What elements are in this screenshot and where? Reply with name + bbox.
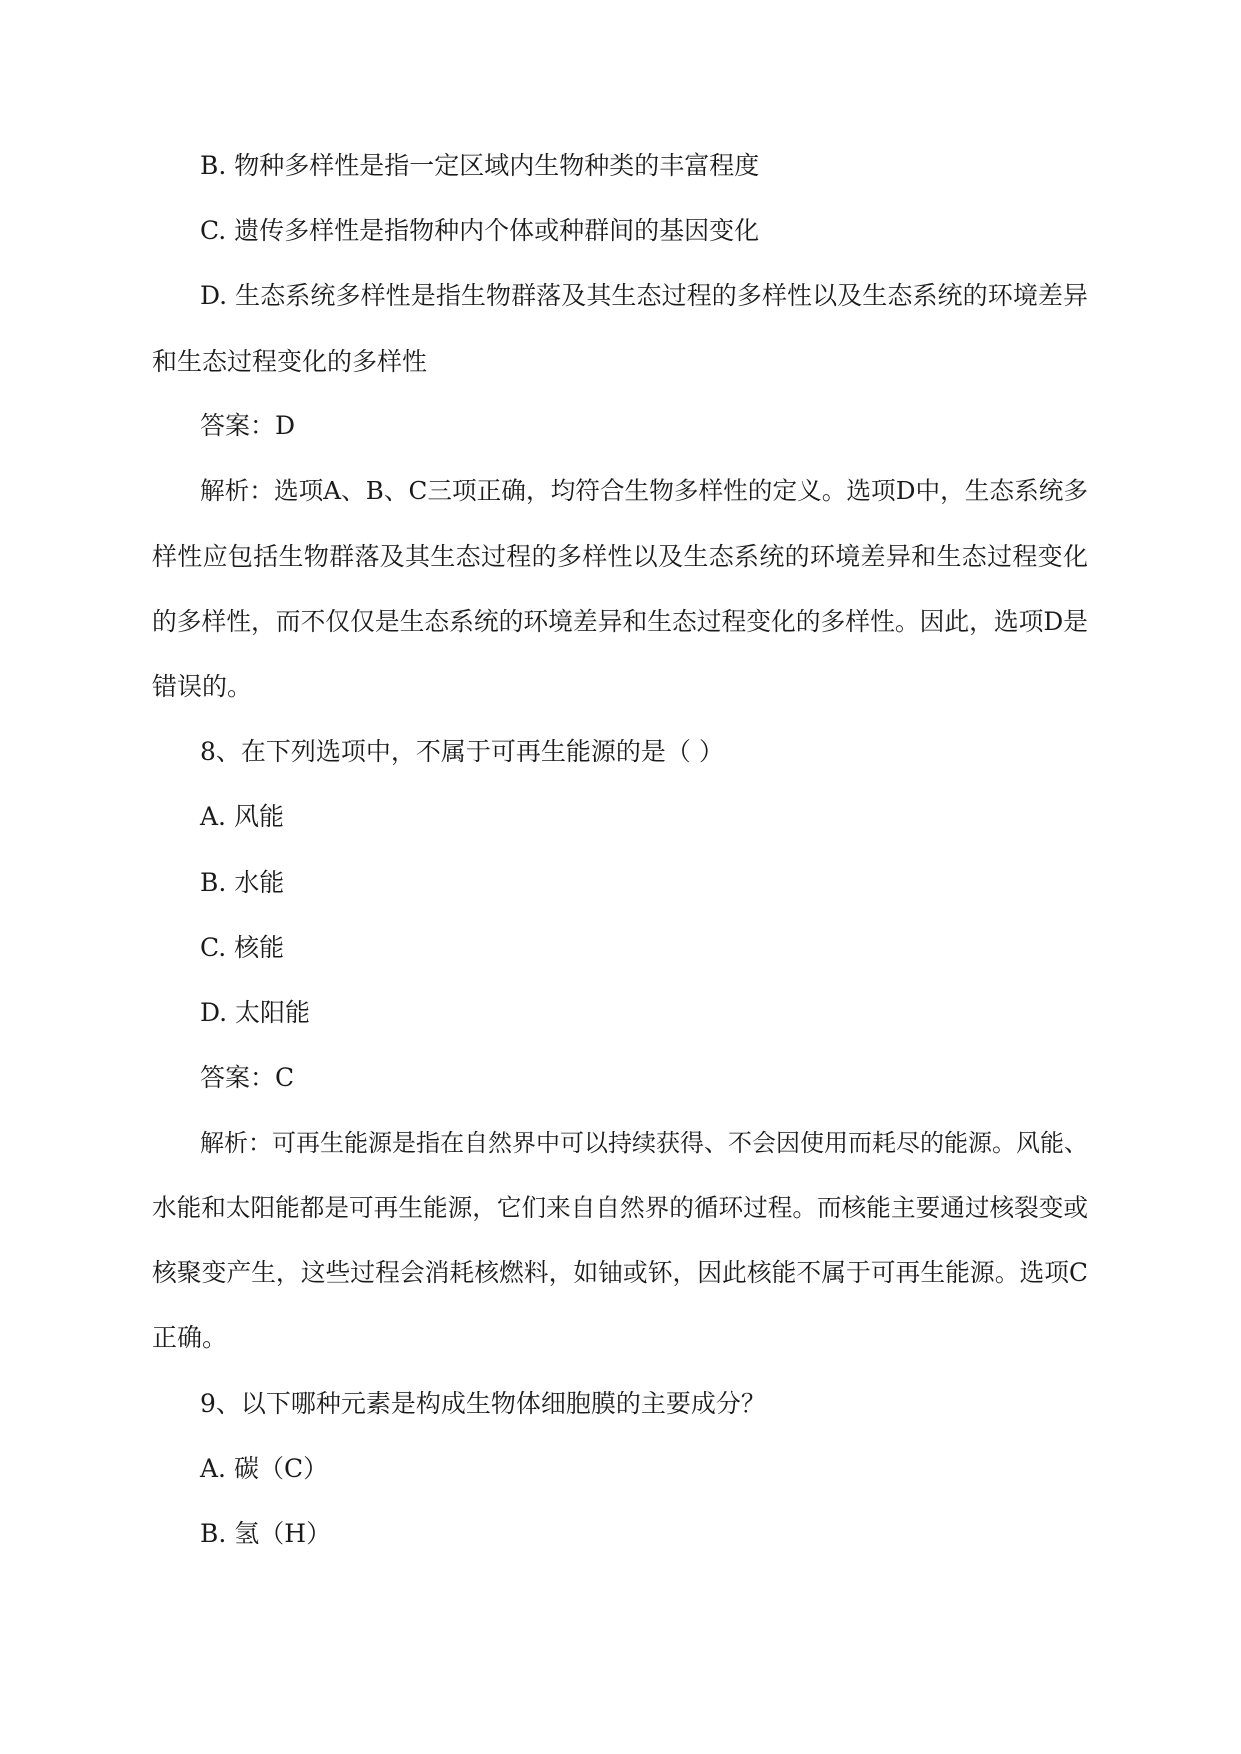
q8-option-c: C. 核能 [200,933,285,962]
q9-question: 9、以下哪种元素是构成生物体细胞膜的主要成分？ [200,1389,766,1418]
q7-option-b: B. 物种多样性是指一定区域内生物种类的丰富程度 [200,151,760,180]
q8-answer: 答案：C [200,1063,295,1092]
q7-answer: 答案：D [200,411,296,440]
q7-option-d-line2: 和生态过程变化的多样性 [152,347,428,376]
q8-option-d: D. 太阳能 [200,998,311,1027]
q8-explanation-line1: 解析：可再生能源是指在自然界中可以持续获得、不会因使用而耗尽的能源。风能、 [200,1129,1088,1157]
q7-option-d-line1: D. 生态系统多样性是指生物群落及其生态过程的多样性以及生态系统的环境差异 [200,281,1088,310]
q8-explanation-line2: 水能和太阳能都是可再生能源，它们来自自然界的循环过程。而核能主要通过核裂变或 [152,1193,1088,1222]
q8-option-b: B. 水能 [200,868,285,897]
q9-option-a: A. 碳（C） [200,1454,329,1483]
q8-question: 8、在下列选项中，不属于可再生能源的是（ ） [200,737,724,766]
q7-explanation-line2: 样性应包括生物群落及其生态过程的多样性以及生态系统的环境差异和生态过程变化 [152,542,1088,571]
q9-option-b: B. 氢（H） [200,1519,332,1548]
q7-explanation-line3: 的多样性，而不仅仅是生态系统的环境差异和生态过程变化的多样性。因此，选项D是 [152,607,1088,636]
q7-option-c: C. 遗传多样性是指物种内个体或种群间的基因变化 [200,216,760,245]
q8-explanation-line4: 正确。 [152,1323,228,1352]
q7-explanation-line1: 解析：选项A、B、C三项正确，均符合生物多样性的定义。选项D中，生态系统多 [200,476,1088,505]
q7-explanation-line4: 错误的。 [152,672,253,701]
q8-explanation-line3: 核聚变产生，这些过程会消耗核燃料，如铀或钚，因此核能不属于可再生能源。选项C [152,1258,1088,1287]
q8-option-a: A. 风能 [200,802,284,831]
